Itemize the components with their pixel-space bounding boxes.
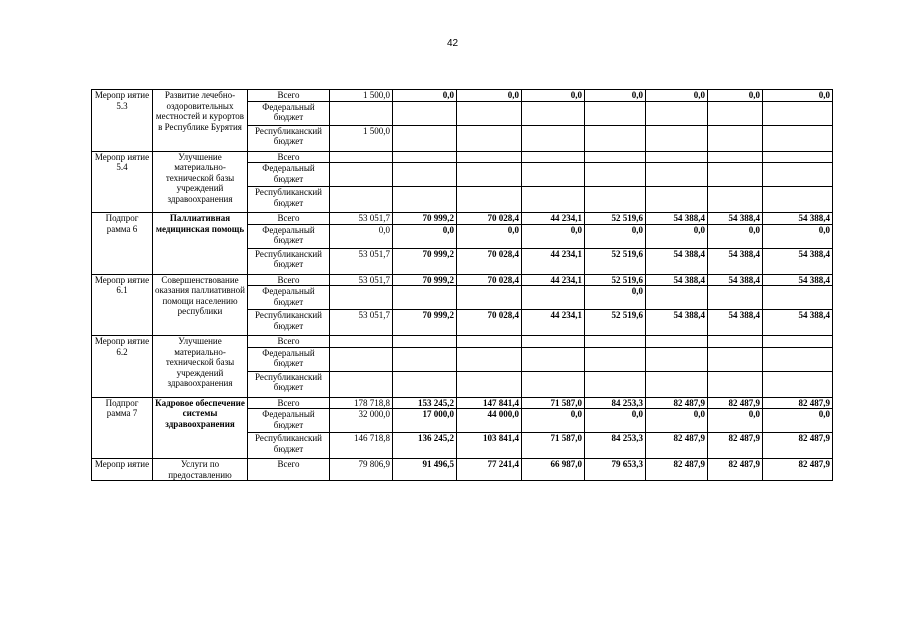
funding-source-cell: Федеральный бюджет bbox=[248, 101, 330, 125]
amount-cell: 54 388,4 bbox=[763, 310, 833, 336]
funding-source-cell: Всего bbox=[248, 151, 330, 163]
amount-cell: 0,0 bbox=[763, 409, 833, 433]
amount-cell: 0,0 bbox=[585, 409, 646, 433]
amount-cell bbox=[708, 151, 763, 163]
table-row bbox=[92, 151, 833, 163]
budget-table bbox=[91, 89, 833, 481]
amount-cell bbox=[646, 286, 708, 310]
amount-cell: 54 388,4 bbox=[646, 248, 708, 274]
amount-cell: 82 487,9 bbox=[763, 433, 833, 459]
amount-cell: 66 987,0 bbox=[522, 459, 585, 481]
amount-cell: 79 653,3 bbox=[585, 459, 646, 481]
amount-cell: 54 388,4 bbox=[763, 274, 833, 286]
amount-cell: 0,0 bbox=[708, 224, 763, 248]
funding-source-cell: Всего bbox=[248, 274, 330, 286]
amount-cell bbox=[708, 371, 763, 397]
amount-cell bbox=[522, 125, 585, 151]
amount-cell: 70 999,2 bbox=[393, 248, 457, 274]
table-row bbox=[92, 336, 833, 348]
amount-cell bbox=[393, 101, 457, 125]
amount-cell: 0,0 bbox=[763, 90, 833, 102]
amount-cell bbox=[708, 286, 763, 310]
amount-cell: 82 487,9 bbox=[708, 459, 763, 481]
amount-cell: 0,0 bbox=[522, 90, 585, 102]
amount-cell bbox=[763, 336, 833, 348]
table-row bbox=[92, 213, 833, 225]
amount-cell: 0,0 bbox=[585, 286, 646, 310]
amount-cell: 0,0 bbox=[646, 90, 708, 102]
amount-cell bbox=[457, 125, 522, 151]
amount-cell: 54 388,4 bbox=[708, 248, 763, 274]
amount-cell: 70 999,2 bbox=[393, 310, 457, 336]
amount-cell bbox=[393, 371, 457, 397]
amount-cell bbox=[522, 101, 585, 125]
table-row bbox=[92, 397, 833, 409]
funding-source-cell: Всего bbox=[248, 336, 330, 348]
amount-cell: 53 051,7 bbox=[330, 248, 393, 274]
funding-source-cell: Федеральный бюджет bbox=[248, 286, 330, 310]
amount-cell: 70 028,4 bbox=[457, 274, 522, 286]
amount-cell bbox=[585, 151, 646, 163]
amount-cell bbox=[522, 163, 585, 187]
amount-cell bbox=[393, 163, 457, 187]
funding-source-cell: Федеральный бюджет bbox=[248, 224, 330, 248]
amount-cell: 178 718,8 bbox=[330, 397, 393, 409]
amount-cell: 44 234,1 bbox=[522, 274, 585, 286]
amount-cell bbox=[393, 286, 457, 310]
amount-cell: 53 051,7 bbox=[330, 310, 393, 336]
amount-cell: 1 500,0 bbox=[330, 125, 393, 151]
amount-cell bbox=[646, 187, 708, 213]
item-code-cell: Подпрог рамма 6 bbox=[92, 213, 153, 275]
amount-cell bbox=[330, 187, 393, 213]
item-code-cell: Меропр иятие 5.3 bbox=[92, 90, 153, 152]
amount-cell bbox=[585, 371, 646, 397]
amount-cell: 0,0 bbox=[522, 224, 585, 248]
amount-cell: 70 028,4 bbox=[457, 310, 522, 336]
amount-cell: 153 245,2 bbox=[393, 397, 457, 409]
amount-cell bbox=[330, 163, 393, 187]
amount-cell bbox=[763, 187, 833, 213]
amount-cell: 82 487,9 bbox=[708, 397, 763, 409]
amount-cell: 147 841,4 bbox=[457, 397, 522, 409]
amount-cell: 44 234,1 bbox=[522, 248, 585, 274]
amount-cell: 70 028,4 bbox=[457, 248, 522, 274]
amount-cell bbox=[585, 187, 646, 213]
item-code-cell: Меропр иятие bbox=[92, 459, 153, 481]
amount-cell: 82 487,9 bbox=[646, 459, 708, 481]
item-name-cell: Улучшение материально-технической базы учреждений здравоохранения bbox=[153, 336, 248, 398]
funding-source-cell: Всего bbox=[248, 213, 330, 225]
amount-cell: 103 841,4 bbox=[457, 433, 522, 459]
amount-cell bbox=[457, 151, 522, 163]
funding-source-cell: Республиканский бюджет bbox=[248, 433, 330, 459]
amount-cell: 53 051,7 bbox=[330, 213, 393, 225]
amount-cell: 91 496,5 bbox=[393, 459, 457, 481]
amount-cell bbox=[457, 371, 522, 397]
item-name-cell: Улучшение материально-технической базы учреждений здравоохранения bbox=[153, 151, 248, 213]
amount-cell bbox=[708, 347, 763, 371]
amount-cell: 0,0 bbox=[646, 409, 708, 433]
amount-cell bbox=[763, 163, 833, 187]
amount-cell bbox=[646, 101, 708, 125]
amount-cell bbox=[457, 101, 522, 125]
amount-cell: 54 388,4 bbox=[646, 274, 708, 286]
amount-cell: 136 245,2 bbox=[393, 433, 457, 459]
amount-cell: 0,0 bbox=[585, 224, 646, 248]
funding-source-cell: Всего bbox=[248, 459, 330, 481]
table-row bbox=[92, 90, 833, 102]
amount-cell bbox=[763, 371, 833, 397]
item-code-cell: Меропр иятие 6.1 bbox=[92, 274, 153, 336]
amount-cell bbox=[585, 101, 646, 125]
amount-cell: 17 000,0 bbox=[393, 409, 457, 433]
funding-source-cell: Федеральный бюджет bbox=[248, 347, 330, 371]
funding-source-cell: Республиканский бюджет bbox=[248, 187, 330, 213]
amount-cell: 82 487,9 bbox=[646, 433, 708, 459]
amount-cell bbox=[522, 151, 585, 163]
amount-cell bbox=[522, 347, 585, 371]
amount-cell bbox=[457, 163, 522, 187]
amount-cell bbox=[763, 347, 833, 371]
amount-cell bbox=[457, 347, 522, 371]
amount-cell bbox=[708, 125, 763, 151]
amount-cell bbox=[708, 187, 763, 213]
amount-cell: 52 519,6 bbox=[585, 213, 646, 225]
amount-cell: 54 388,4 bbox=[646, 213, 708, 225]
item-name-cell: Кадровое обеспечение системы здравоохранения bbox=[153, 397, 248, 459]
amount-cell: 0,0 bbox=[763, 224, 833, 248]
amount-cell: 0,0 bbox=[330, 224, 393, 248]
amount-cell: 54 388,4 bbox=[763, 213, 833, 225]
amount-cell bbox=[522, 187, 585, 213]
funding-source-cell: Республиканский бюджет bbox=[248, 248, 330, 274]
amount-cell bbox=[646, 347, 708, 371]
item-name-cell: Развитие лечебно-оздоровительных местностей и курортов в Республике Бурятия bbox=[153, 90, 248, 152]
amount-cell bbox=[585, 125, 646, 151]
amount-cell bbox=[393, 336, 457, 348]
amount-cell: 79 806,9 bbox=[330, 459, 393, 481]
amount-cell bbox=[646, 163, 708, 187]
amount-cell bbox=[330, 286, 393, 310]
amount-cell: 54 388,4 bbox=[646, 310, 708, 336]
amount-cell bbox=[708, 101, 763, 125]
amount-cell bbox=[646, 151, 708, 163]
amount-cell bbox=[646, 125, 708, 151]
amount-cell: 70 999,2 bbox=[393, 274, 457, 286]
amount-cell: 52 519,6 bbox=[585, 248, 646, 274]
amount-cell bbox=[393, 151, 457, 163]
amount-cell: 82 487,9 bbox=[708, 433, 763, 459]
funding-source-cell: Республиканский бюджет bbox=[248, 310, 330, 336]
amount-cell: 53 051,7 bbox=[330, 274, 393, 286]
amount-cell: 52 519,6 bbox=[585, 274, 646, 286]
amount-cell: 44 234,1 bbox=[522, 213, 585, 225]
funding-source-cell: Республиканский бюджет bbox=[248, 125, 330, 151]
amount-cell: 146 718,8 bbox=[330, 433, 393, 459]
amount-cell: 70 028,4 bbox=[457, 213, 522, 225]
amount-cell: 84 253,3 bbox=[585, 397, 646, 409]
amount-cell bbox=[763, 286, 833, 310]
amount-cell: 77 241,4 bbox=[457, 459, 522, 481]
amount-cell bbox=[522, 371, 585, 397]
amount-cell: 54 388,4 bbox=[708, 310, 763, 336]
amount-cell bbox=[585, 163, 646, 187]
amount-cell bbox=[585, 347, 646, 371]
amount-cell: 1 500,0 bbox=[330, 90, 393, 102]
amount-cell: 0,0 bbox=[457, 90, 522, 102]
amount-cell: 84 253,3 bbox=[585, 433, 646, 459]
amount-cell: 82 487,9 bbox=[763, 459, 833, 481]
item-name-cell: Паллиативная медицинская помощь bbox=[153, 213, 248, 275]
amount-cell: 44 000,0 bbox=[457, 409, 522, 433]
amount-cell bbox=[457, 187, 522, 213]
funding-source-cell: Республиканский бюджет bbox=[248, 371, 330, 397]
amount-cell: 54 388,4 bbox=[763, 248, 833, 274]
amount-cell bbox=[457, 286, 522, 310]
amount-cell bbox=[763, 101, 833, 125]
amount-cell: 44 234,1 bbox=[522, 310, 585, 336]
amount-cell bbox=[457, 336, 522, 348]
funding-source-cell: Федеральный бюджет bbox=[248, 163, 330, 187]
amount-cell: 82 487,9 bbox=[646, 397, 708, 409]
amount-cell bbox=[522, 336, 585, 348]
amount-cell bbox=[646, 371, 708, 397]
amount-cell: 71 587,0 bbox=[522, 433, 585, 459]
amount-cell bbox=[330, 347, 393, 371]
funding-source-cell: Федеральный бюджет bbox=[248, 409, 330, 433]
amount-cell: 70 999,2 bbox=[393, 213, 457, 225]
item-name-cell: Услуги по предоставлению bbox=[153, 459, 248, 481]
amount-cell: 0,0 bbox=[708, 409, 763, 433]
amount-cell bbox=[393, 187, 457, 213]
amount-cell: 0,0 bbox=[457, 224, 522, 248]
amount-cell: 0,0 bbox=[393, 224, 457, 248]
table-row bbox=[92, 459, 833, 481]
amount-cell: 82 487,9 bbox=[763, 397, 833, 409]
item-name-cell: Совершенствование оказания паллиативной помощи населению республики bbox=[153, 274, 248, 336]
table-row bbox=[92, 274, 833, 286]
amount-cell: 0,0 bbox=[708, 90, 763, 102]
amount-cell bbox=[708, 163, 763, 187]
page-number: 42 bbox=[446, 38, 459, 49]
amount-cell bbox=[763, 125, 833, 151]
amount-cell bbox=[763, 151, 833, 163]
funding-source-cell: Всего bbox=[248, 90, 330, 102]
amount-cell bbox=[522, 286, 585, 310]
item-code-cell: Подпрог рамма 7 bbox=[92, 397, 153, 459]
amount-cell: 52 519,6 bbox=[585, 310, 646, 336]
amount-cell bbox=[330, 151, 393, 163]
amount-cell bbox=[330, 101, 393, 125]
amount-cell bbox=[393, 125, 457, 151]
amount-cell bbox=[708, 336, 763, 348]
amount-cell: 0,0 bbox=[585, 90, 646, 102]
amount-cell: 54 388,4 bbox=[708, 274, 763, 286]
amount-cell: 54 388,4 bbox=[708, 213, 763, 225]
funding-source-cell: Всего bbox=[248, 397, 330, 409]
item-code-cell: Меропр иятие 5.4 bbox=[92, 151, 153, 213]
amount-cell bbox=[646, 336, 708, 348]
amount-cell: 0,0 bbox=[646, 224, 708, 248]
item-code-cell: Меропр иятие 6.2 bbox=[92, 336, 153, 398]
amount-cell: 0,0 bbox=[393, 90, 457, 102]
amount-cell bbox=[585, 336, 646, 348]
amount-cell bbox=[393, 347, 457, 371]
amount-cell bbox=[330, 336, 393, 348]
amount-cell: 71 587,0 bbox=[522, 397, 585, 409]
amount-cell bbox=[330, 371, 393, 397]
amount-cell: 0,0 bbox=[522, 409, 585, 433]
amount-cell: 32 000,0 bbox=[330, 409, 393, 433]
